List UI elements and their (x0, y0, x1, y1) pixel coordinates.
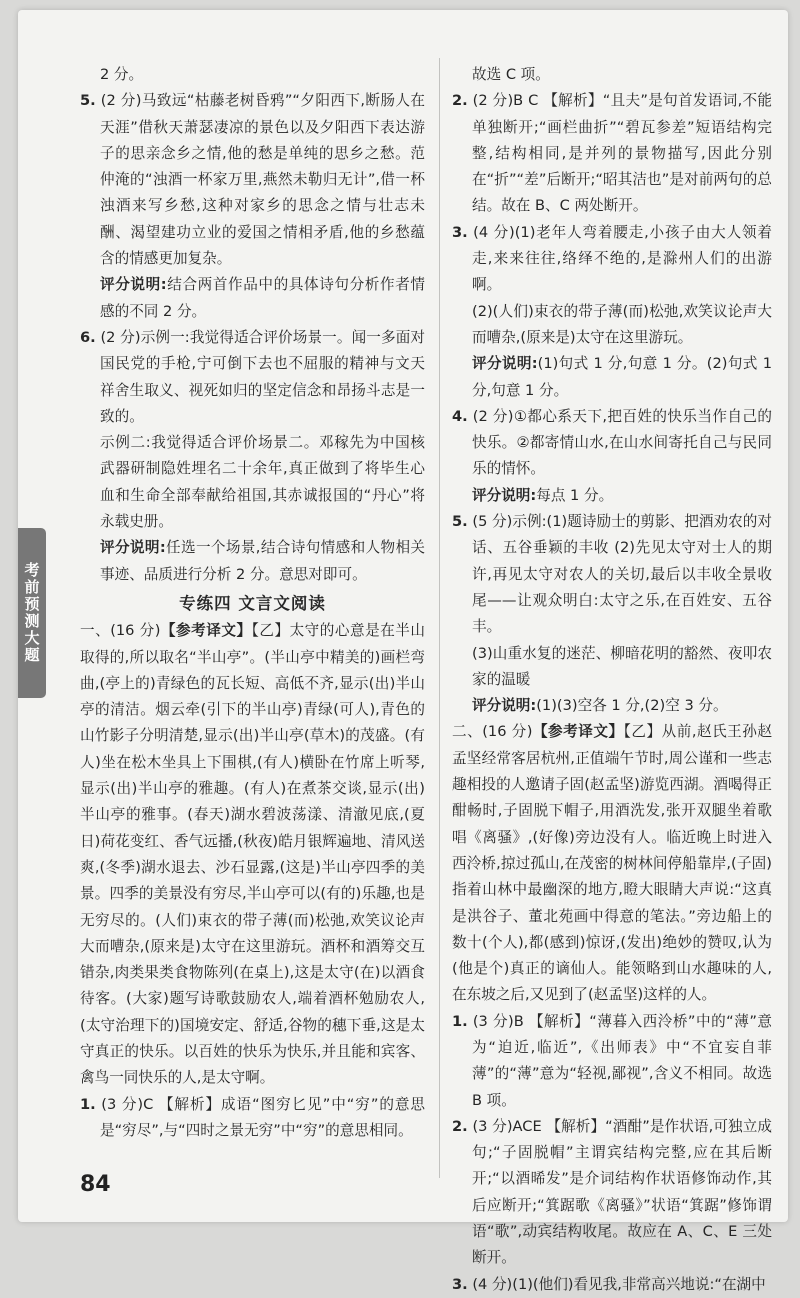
page-number: 84 (80, 1172, 111, 1197)
answer-text: (3 分)B 【解析】“薄暮入西泠桥”中的“薄”意为“迫近,临近”,《出师表》中“不宜妄自菲薄”的“薄”意为“轻视,鄙视”,含义不相同。故选 B 项。 (472, 1012, 772, 1109)
textbook-page (18, 10, 788, 1293)
section-title: 专练四 文言文阅读 (179, 593, 326, 613)
right-q4 (452, 404, 772, 483)
column-divider (439, 58, 440, 1178)
scoring-note (80, 535, 425, 588)
right-lead-text: 故选 C 项。 (472, 66, 550, 83)
scoring-note (80, 272, 425, 325)
translation-label: 【参考译文】 (160, 622, 252, 640)
answer-text: (3 分)C 【解析】成语“图穷匕见”中“穷”的意思是“穷尽”,与“四时之景无穷”中“穷”的意思相同。 (100, 1095, 426, 1139)
q-number: 5. (80, 92, 96, 110)
translation-label: 【参考译文】 (532, 723, 624, 741)
q-number: 1. (80, 1095, 96, 1113)
left-q5 (80, 88, 425, 272)
q-number: 3. (452, 1275, 468, 1293)
scoring-note (452, 693, 772, 719)
right-q5 (452, 509, 772, 640)
q-number: 4. (452, 407, 468, 425)
right-column (452, 62, 772, 1298)
answer-continuation: (3)山重水复的迷茫、柳暗花明的豁然、夜叩农家的温暖 (472, 644, 772, 688)
note-text: 每点 1 分。 (536, 486, 614, 504)
note-label: 评分说明: (472, 486, 537, 504)
part-one-translation (80, 618, 425, 1091)
translation-text: 【乙】从前,赵氏王孙赵孟坚经常客居杭州,正值端午节时,周公谨和一些志趣相投的人邀请子固(赵孟坚)游览西湖。酒喝得正酣畅时,子固脱下帽子,用酒洗发,张开双腿坐着歌唱《离骚》,(好像)旁边没有人。临近晚上时进入西泠桥,掠过孤山,在茂密的树林间停船靠岸,(子固)指着山林中最幽深的地方,瞪大眼睛大声说:“这真是洪谷子、董北苑画中得意的笔法。”旁边船上的数十(个人),都(感到)惊讶,(发出)绝妙的赞叹,认为(他是个)真正的谪仙人。能领略到山水趣味的人,在东坡之后,又见到了(赵孟坚)这样的人。 (452, 723, 772, 1004)
note-label: 评分说明: (100, 539, 166, 557)
left-column (80, 62, 425, 1144)
scoring-note (452, 483, 772, 509)
note-text: (1)句式 1 分,句意 1 分。(2)句式 1 分,句意 1 分。 (472, 355, 772, 399)
note-text: 结合两首作品中的具体诗句分析作者情感的不同 2 分。 (100, 276, 425, 320)
right-q3 (452, 220, 772, 299)
q-number: 1. (452, 1012, 468, 1030)
translation-text: 【乙】太守的心意是在半山取得的,所以取名“半山亭”。(半山亭中精美的)画栏弯曲,(亭上的)青绿色的瓦长短、高低不齐,显示(出)半山亭的清洁。烟云牵(引下的半山亭)青绿(可人),青色的山竹影子分明清楚,显示(出)半山亭(草木)的茂盛。(有人)坐在松木坐具上下围棋,(有人)横卧在竹席上听琴,显示(出)半山亭的雅趣。(有人)在煮茶交谈,显示(出)半山亭的雅事。(春天)湖水碧波荡漾、清澈见底,(夏日)荷花变红、香气远播,(秋夜)皓月银辉遍地、清风送爽,(冬季)湖水退去、沙石显露,(这是)半山亭四季的美景。四季的美景没有穷尽,半山亭可以(有的)乐趣,也是无穷尽的。(人们)束衣的带子薄(而)松弛,欢笑议论声大而嘈杂,(原来是)太守在这里游玩。酒杯和酒筹交互错杂,肉类果类食物陈列(在桌上),这是太守(在)以酒食待客。(大家)题写诗歌鼓励农人,端着酒杯勉励农人,(太守治理下的)国境安定、舒适,谷物的穗下垂,这是太守真正的快乐。以百姓的快乐为快乐,并且能和宾客、禽鸟一同快乐的人,是太守啊。 (80, 622, 425, 1087)
answer-text: (4 分)(1)老年人弯着腰走,小孩子由大人领着走,来来往往,络绎不绝的,是滁州人们的出游啊。 (472, 223, 773, 294)
q-number: 6. (80, 328, 96, 346)
note-label: 评分说明: (472, 697, 537, 715)
example-two: 示例二:我觉得适合评价场景二。邓稼先为中国核武器研制隐姓埋名二十余年,真正做到了将毕生心血和生命全部奉献给祖国,其赤诚报国的“丹心”将永载史册。 (100, 434, 425, 531)
note-label: 评分说明: (100, 276, 167, 294)
q-number: 2. (452, 92, 468, 110)
answer-text: (2 分)示例一:我觉得适合评价场景一。闻一多面对国民党的手枪,宁可倒下去也不屈服的精神与文天祥舍生取义、视死如归的坚定信念和昂扬斗志是一致的。 (100, 328, 425, 425)
answer-text: (3 分)ACE 【解析】“酒酣”是作状语,可独立成句;“子固脱帽”主谓宾结构完整,应在其后断开;“以酒晞发”是介词结构作状语修饰动作,其后应断开;“箕踞歌《离骚》”状语“箕踞”修饰谓语“歌”,动宾结构收尾。故应在 A、C、E 三处断开。 (472, 1117, 772, 1267)
note-text: (1)(3)空各 1 分,(2)空 3 分。 (536, 697, 728, 715)
left-q1 (80, 1092, 425, 1145)
answer-text: (2 分)B C 【解析】“且夫”是句首发语词,不能单独断开;“画栏曲折”“碧瓦参差”短语结构完整,结构相同,是并列的景物描写,因此分别在“折”“差”后断开;“昭其洁也”是对前两句的总结。故在 B、C 两处断开。 (472, 92, 772, 215)
note-text: 任选一个场景,结合诗句情感和人物相关事迹、品质进行分析 2 分。意思对即可。 (100, 539, 426, 583)
left-q6 (80, 325, 425, 430)
answer-text: (2 分)马致远“枯藤老树昏鸦”“夕阳西下,断肠人在天涯”借秋天萧瑟凄凉的景色以及夕阳西下表达游子的思亲念乡之情,他的愁是单纯的思乡之愁。范仲淹的“浊酒一杯家万里,燕然未勒归无计”,借一杯浊酒来写乡愁,这种对家乡的思念之情与壮志未酬、渴望建功立业的爱国之情相矛盾,他的乡愁蕴含的情感更加复杂。 (100, 92, 425, 268)
right-q2 (452, 88, 772, 219)
left-lead-text: 2 分。 (100, 66, 144, 83)
answer-continuation: (2)(人们)束衣的带子薄(而)松弛,欢笑议论声大而嘈杂,(原来是)太守在这里游玩。 (472, 302, 772, 346)
answer-text: (5 分)示例:(1)题诗励士的剪影、把酒劝农的对话、五谷垂颖的丰收 (2)先见太守对士人的期许,再见太守对农人的关切,最后以丰收全景收尾——让观众明白:太守之乐,在百姓安、五谷丰。 (472, 513, 772, 636)
side-section-tab: 考前预测大题 (18, 528, 46, 698)
answer-text: (2 分)①都心系天下,把百姓的快乐当作自己的快乐。②都寄情山水,在山水间寄托自己与民同乐的情怀。 (472, 407, 772, 478)
right-q3b (452, 1272, 772, 1298)
right-q2b (452, 1114, 772, 1272)
q-number: 3. (452, 223, 468, 241)
part-header: 二、(16 分) (452, 723, 533, 741)
answer-text: (4 分)(1)(他们)看见我,非常高兴地说:“在湖中 (472, 1275, 766, 1293)
right-q1 (452, 1009, 772, 1114)
part-two-translation (452, 719, 772, 1008)
q-number: 5. (452, 513, 468, 531)
scoring-note (452, 351, 772, 404)
note-label: 评分说明: (472, 355, 538, 373)
q-number: 2. (452, 1117, 468, 1135)
part-header: 一、(16 分) (80, 622, 161, 640)
